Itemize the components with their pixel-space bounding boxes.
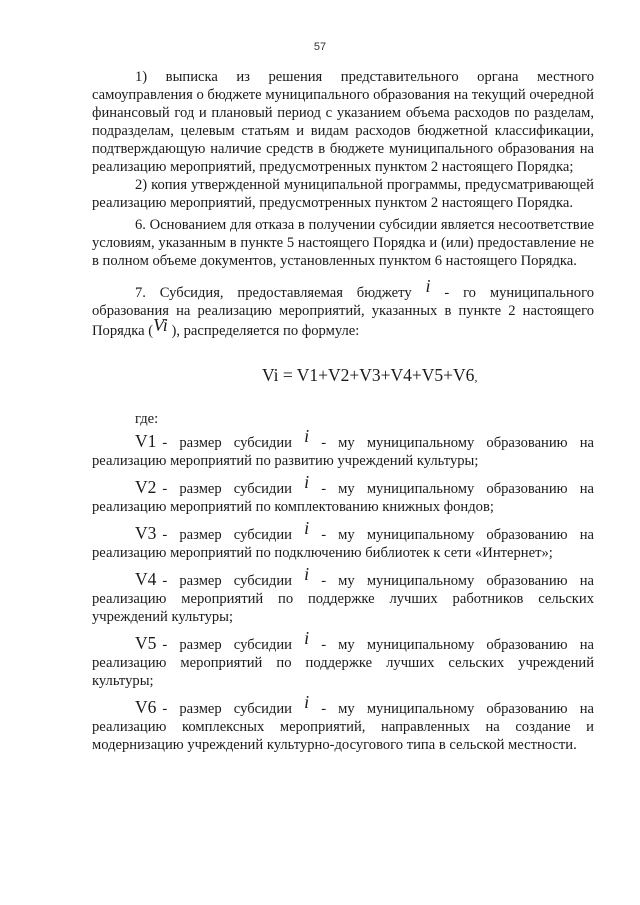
definition-item bbox=[92, 472, 594, 516]
definition-prefix: - размер субсидии bbox=[162, 637, 292, 653]
symbol-vi: Vi bbox=[153, 315, 168, 335]
formula-text: Vi = V1+V2+V3+V4+V5+V6 bbox=[262, 365, 475, 385]
definition-prefix: - размер субсидии bbox=[162, 573, 292, 589]
definition-prefix: - размер субсидии bbox=[162, 527, 292, 543]
definition-prefix: - размер субсидии bbox=[162, 481, 292, 497]
definition-symbol: V1 bbox=[135, 431, 157, 451]
item7-text-3: ), распределяется по формуле: bbox=[167, 323, 360, 339]
symbol-i: i bbox=[304, 628, 310, 648]
symbol-i: i bbox=[425, 276, 431, 296]
definition-item bbox=[92, 692, 594, 754]
item7-text-2: - го муниципального образования на реализацию мероприятий, указанных в пункте 2 настоящего Порядка ( bbox=[92, 285, 594, 339]
symbol-i: i bbox=[304, 692, 310, 712]
definition-text: - му муниципальному образованию на реализацию комплексных мероприятий, направленных на создание и модернизацию учреждений культурно-досугового типа в сельской местности. bbox=[92, 701, 594, 753]
formula-comma: , bbox=[474, 370, 478, 384]
paragraph-item-1: 1) выписка из решения представительного органа местного самоуправления о бюджете муниципального образования на текущий очередной финансовый год и плановый период с указанием объема расходов по разделам, подразделам, целевым статьям и видам расходов бюджетной классификации, подтверждающую наличие средств в бюджете муниципального образования на реализацию мероприятий, предусмотренных пунктом 2 настоящего Порядка; bbox=[92, 69, 594, 175]
symbol-i: i bbox=[304, 426, 310, 446]
page-number: 57 bbox=[313, 41, 327, 53]
definition-text: - му муниципальному образованию на реализацию мероприятий по комплектованию книжных фондов; bbox=[92, 481, 594, 515]
definition-item bbox=[92, 564, 594, 626]
definition-text: - му муниципальному образованию на реализацию мероприятий по поддержке лучших сельских учреждений культуры; bbox=[92, 637, 594, 689]
definition-symbol: V3 bbox=[135, 523, 157, 543]
paragraph-item-6: 6. Основанием для отказа в получении субсидии является несоответствие условиям, указанным в пункте 5 настоящего Порядка и (или) предоставление не в полном объеме документов, установленных пунктом 6 настоящего Порядка. bbox=[92, 217, 594, 269]
where-label: где: bbox=[135, 411, 159, 427]
document-body bbox=[92, 68, 594, 754]
definition-text: - му муниципальному образованию на реализацию мероприятий по поддержке лучших работников сельских учреждений культуры; bbox=[92, 573, 594, 625]
symbol-i: i bbox=[304, 472, 310, 492]
definition-item bbox=[92, 518, 594, 562]
definition-prefix: - размер субсидии bbox=[162, 701, 292, 717]
definitions-list bbox=[92, 426, 594, 754]
formula bbox=[92, 364, 594, 388]
item7-text-1: 7. Субсидия, предоставляемая бюджету bbox=[135, 285, 426, 301]
symbol-i: i bbox=[304, 564, 310, 584]
paragraph-item-7 bbox=[92, 276, 594, 340]
definition-symbol: V4 bbox=[135, 569, 157, 589]
definition-symbol: V6 bbox=[135, 697, 157, 717]
definition-item bbox=[92, 628, 594, 690]
paragraph-item-2: 2) копия утвержденной муниципальной программы, предусматривающей реализацию мероприятий, предусмотренных пунктом 2 настоящего Порядка. bbox=[92, 177, 594, 211]
definition-symbol: V5 bbox=[135, 633, 157, 653]
definition-text: - му муниципальному образованию на реализацию мероприятий по развитию учреждений культуры; bbox=[92, 435, 594, 469]
symbol-i: i bbox=[304, 518, 310, 538]
definition-text: - му муниципальному образованию на реализацию мероприятий по подключению библиотек к сети «Интернет»; bbox=[92, 527, 594, 561]
definition-item bbox=[92, 426, 594, 470]
definition-symbol: V2 bbox=[135, 477, 157, 497]
definition-prefix: - размер субсидии bbox=[162, 435, 292, 451]
